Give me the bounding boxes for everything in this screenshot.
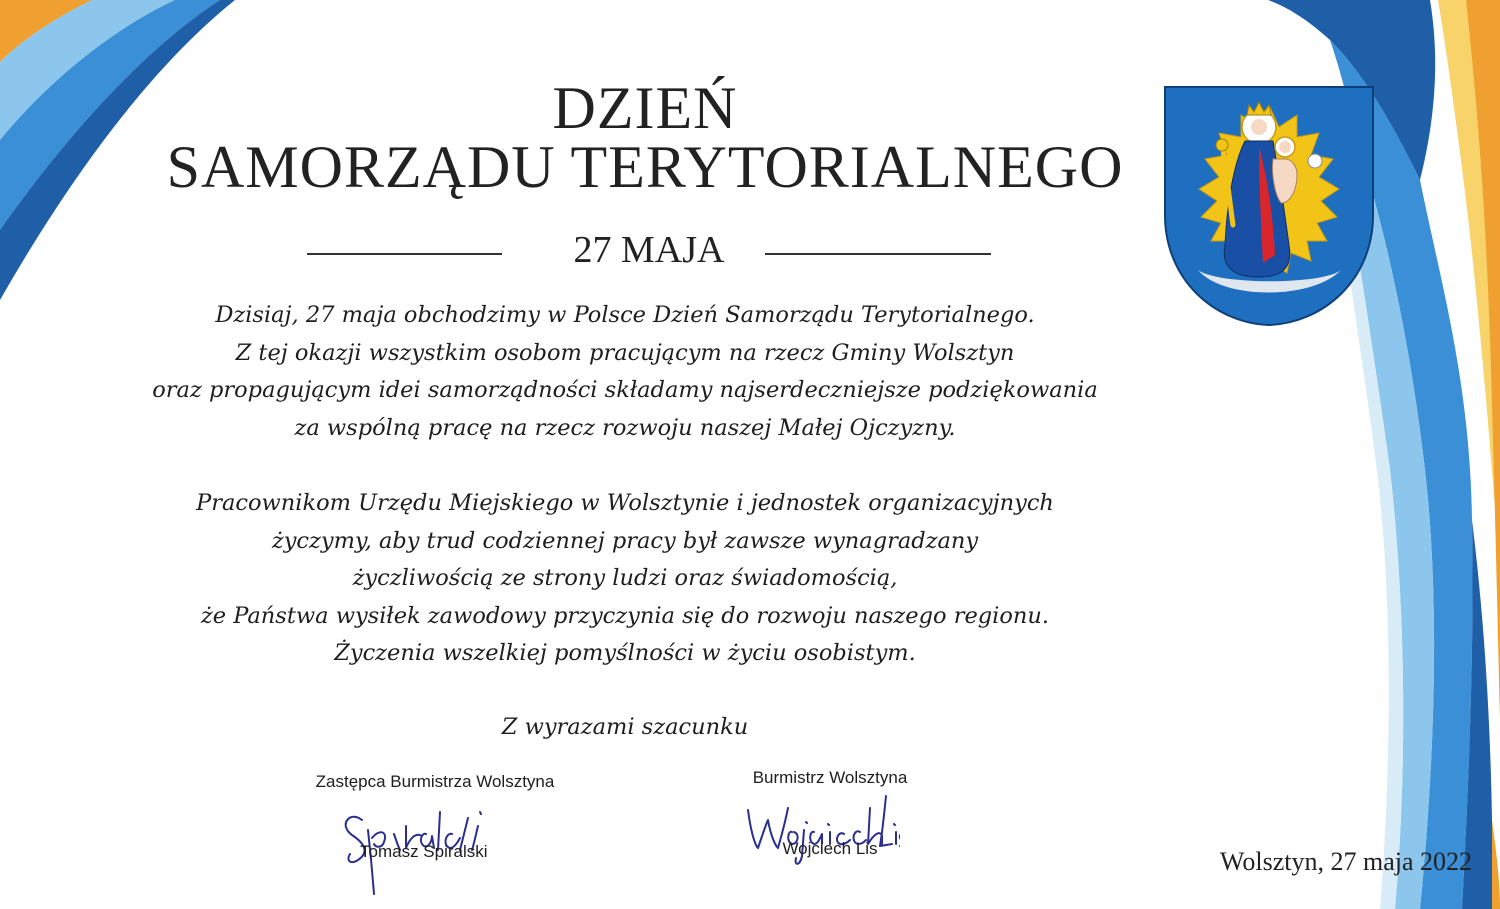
- paragraph-line: za wspólną pracę na rzecz rozwoju naszej Małej Ojczyzny.: [294, 414, 956, 441]
- place-and-date: Wolsztyn, 27 maja 2022: [1219, 847, 1472, 876]
- paragraph-line: życzymy, aby trud codziennej pracy był zawsze wynagradzany: [271, 527, 979, 554]
- signature-mayor: [720, 768, 940, 898]
- paragraph-line: że Państwa wysiłek zawodowy przyczynia się do rozwoju naszego regionu.: [200, 602, 1050, 629]
- closing-text: Z wyrazami szacunku: [501, 714, 749, 740]
- paragraph-line: oraz propagującym idei samorządności składamy najserdeczniejsze podziękowania: [152, 377, 1098, 403]
- coat-of-arms-madonna-icon: [1163, 85, 1375, 327]
- paragraph-line: Dzisiaj, 27 maja obchodzimy w Polsce Dzień Samorządu Terytorialnego.: [215, 302, 1035, 328]
- page-title-line2: SAMORZĄDU TERYTORIALNEGO: [166, 134, 1124, 200]
- right-divider: [765, 253, 991, 255]
- signatory-name: Tomasz Spiralski: [360, 842, 488, 861]
- signature-role: Zastępca Burmistrza Wolsztyna: [315, 772, 555, 791]
- wishes-paragraph: [0, 485, 1250, 673]
- signature-role: Burmistrz Wolsztyna: [752, 768, 908, 787]
- closing-line: [0, 709, 1250, 747]
- paragraph-line: Życzenia wszelkiej pomyślności w życiu osobistym.: [334, 640, 916, 666]
- signature-deputy-mayor: [280, 772, 590, 902]
- paragraph-line: Pracownikom Urzędu Miejskiego w Wolsztynie i jednostek organizacyjnych: [196, 490, 1054, 516]
- paragraph-line: Z tej okazji wszystkim osobom pracującym na rzecz Gminy Wolsztyn: [235, 339, 1015, 366]
- page-title-line1: DZIEŃ: [552, 75, 738, 141]
- handwritten-signature-icon: [740, 786, 900, 876]
- right-ribbon-bottom-orange: [1492, 820, 1500, 909]
- date-banner: [307, 228, 991, 278]
- paragraph-line: życzliwością ze strony ludzi oraz świadomością,: [352, 565, 898, 591]
- greeting-paragraph: [0, 297, 1250, 447]
- signatory-name: Wojciech Lis: [782, 839, 878, 858]
- date-heading: 27 MAJA: [573, 229, 725, 271]
